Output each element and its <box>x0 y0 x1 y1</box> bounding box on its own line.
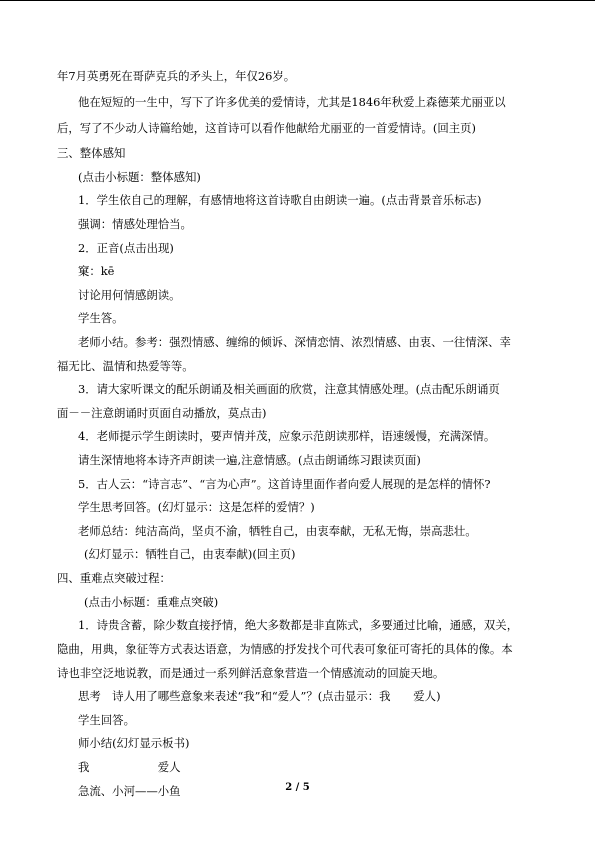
text-line: 4．老师提示学生朗读时，要声情并茂，应象示范朗读那样，语速缓慢，充满深情。 <box>78 429 496 443</box>
text-line: 面－－注意朗诵时页面自动播放，莫点击) <box>57 406 267 420</box>
text-line: 2．正音(点击出现) <box>78 241 174 255</box>
text-line: 老师小结。参考：强烈情感、缠绵的倾诉、深情恋情、浓烈情感、由衷、一往情深、幸 <box>78 335 511 349</box>
text-line: 诗也非空泛地说教，而是通过一系列鲜活意象营造一个情感流动的回旋天地。 <box>57 666 445 680</box>
section-heading: 四、重难点突破过程： <box>57 571 171 585</box>
text-line: 1．学生依自己的理解，有感情地将这首诗歌自由朗读一遍。(点击背景音乐标志) <box>78 193 482 207</box>
text-line: 学生答。 <box>78 311 124 325</box>
section-heading: 三、整体感知 <box>57 146 126 160</box>
text-line: 思考 诗人用了哪些意象来表述“我”和“爱人”？(点击显示：我 爱人) <box>78 689 441 703</box>
text-line: 后，写了不少动人诗篇给她，这首诗可以看作他献给尤丽亚的一首爱情诗。(回主页) <box>57 121 476 135</box>
text-line: 他在短短的一生中，写下了许多优美的爱情诗，尤其是1846年秋爱上森德莱尤丽亚以 <box>78 95 506 109</box>
text-line: 年7月英勇死在哥萨克兵的矛头上，年仅26岁。 <box>57 69 296 83</box>
text-line: 请生深情地将本诗齐声朗读一遍,注意情感。(点击朗诵练习跟读页面) <box>78 453 421 467</box>
text-line: 隐曲，用典，象征等方式表达语意，为情感的抒发找个可代表可象征可寄托的具体的像。本 <box>57 642 513 656</box>
top-rule <box>0 0 595 1</box>
text-line: (点击小标题：重难点突破) <box>84 595 219 609</box>
text-line: 强调：情感处理恰当。 <box>78 217 192 231</box>
text-line: 讨论用何情感朗读。 <box>78 288 181 302</box>
text-line: 学生回答。 <box>78 713 135 727</box>
text-line: 师小结(幻灯显示板书) <box>78 736 190 750</box>
text-line: 1．诗贵含蓄，除少数直接抒情，绝大多数都是非直陈式，多要通过比喻，通感，双关， <box>78 618 519 632</box>
text-line: 急流、小河——小鱼 <box>78 784 181 798</box>
text-line: 窠：kē <box>78 264 115 278</box>
text-line: 5．古人云：“诗言志”、“言为心声”。这首诗里面作者向爱人展现的是怎样的情怀? <box>78 477 491 491</box>
text-line: 3．请大家听课文的配乐朗诵及相关画面的欣赏，注意其情感处理。(点击配乐朗诵页 <box>78 382 500 396</box>
text-line: 福无比、温情和热爱等等。 <box>57 359 194 373</box>
text-line: 老师总结：纯洁高尚，坚贞不渝，牺牲自己，由衷奉献，无私无悔，崇高悲壮。 <box>78 524 477 538</box>
text-line: 我 爱人 <box>78 760 181 774</box>
text-line: (幻灯显示：牺牲自己，由衷奉献)(回主页) <box>84 547 296 561</box>
text-line: (点击小标题：整体感知) <box>78 170 201 184</box>
page-indicator: 2 / 5 <box>285 782 310 793</box>
text-line: 学生思考回答。(幻灯显示：这是怎样的爱情？) <box>78 500 315 514</box>
